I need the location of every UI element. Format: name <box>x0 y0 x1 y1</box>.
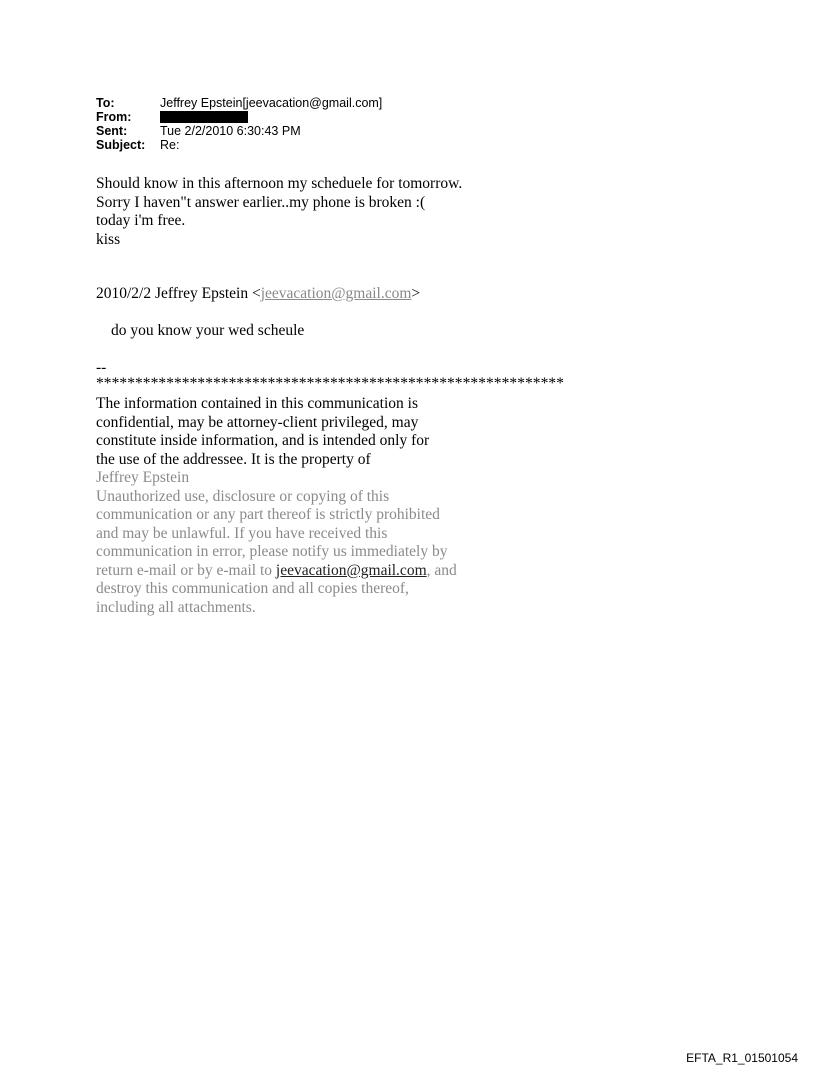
quoted-intro-suffix: > <box>411 285 421 302</box>
to-label: To: <box>96 96 115 110</box>
quoted-email-link[interactable]: jeevacation@gmail.com <box>260 285 412 302</box>
notice-line: the use of the addressee. It is the property of <box>96 450 371 468</box>
quoted-intro-prefix: 2010/2/2 Jeffrey Epstein < <box>96 285 261 302</box>
message-body <box>96 175 616 249</box>
to-row <box>96 96 382 110</box>
notice-line: destroy this communication and all copies thereof, <box>96 580 409 597</box>
body-line: Sorry I haven"t answer earlier..my phone is broken :( <box>96 193 426 211</box>
email-header <box>96 96 382 152</box>
subject-label: Subject: <box>96 138 146 152</box>
notice-line: communication in error, please notify us immediately by <box>96 543 448 560</box>
from-row <box>96 110 382 124</box>
signature-stars: ************************************************************ <box>96 375 564 392</box>
notice-line: confidential, may be attorney-client privileged, may <box>96 413 419 431</box>
redaction-box <box>160 111 248 123</box>
to-value: Jeffrey Epstein[jeevacation@gmail.com] <box>160 96 383 110</box>
sent-value: Tue 2/2/2010 6:30:43 PM <box>160 124 301 138</box>
signature-dash: -- <box>96 359 107 376</box>
body-line: Should know in this afternoon my scheduele for tomorrow. <box>96 175 463 192</box>
return-prefix: return e-mail or by e-mail to <box>96 561 276 579</box>
quoted-intro <box>96 285 420 304</box>
subject-value: Re: <box>160 138 180 152</box>
body-line: today i'm free. <box>96 212 186 229</box>
notice-line: constitute inside information, and is intended only for <box>96 432 430 449</box>
notice-return-line <box>96 562 516 581</box>
notice-line: The information contained in this communication is <box>96 395 418 412</box>
notice-line: including all attachments. <box>96 598 256 616</box>
notice-line: Jeffrey Epstein <box>96 469 190 486</box>
notice-email-link[interactable]: jeevacation@gmail.com <box>275 561 427 579</box>
subject-row <box>96 138 382 152</box>
notice-line: communication or any part thereof is strictly prohibited <box>96 506 440 523</box>
notice-line: Unauthorized use, disclosure or copying of this <box>96 487 390 505</box>
from-label: From: <box>96 110 132 124</box>
quoted-message: do you know your wed scheule <box>111 322 305 339</box>
notice-line: and may be unlawful. If you have received this <box>96 524 388 542</box>
document-id: EFTA_R1_01501054 <box>686 1051 798 1065</box>
confidentiality-notice <box>96 395 516 617</box>
return-suffix: , and <box>426 561 457 579</box>
sent-row <box>96 124 382 138</box>
sent-label: Sent: <box>96 124 128 138</box>
body-line: kiss <box>96 230 121 248</box>
